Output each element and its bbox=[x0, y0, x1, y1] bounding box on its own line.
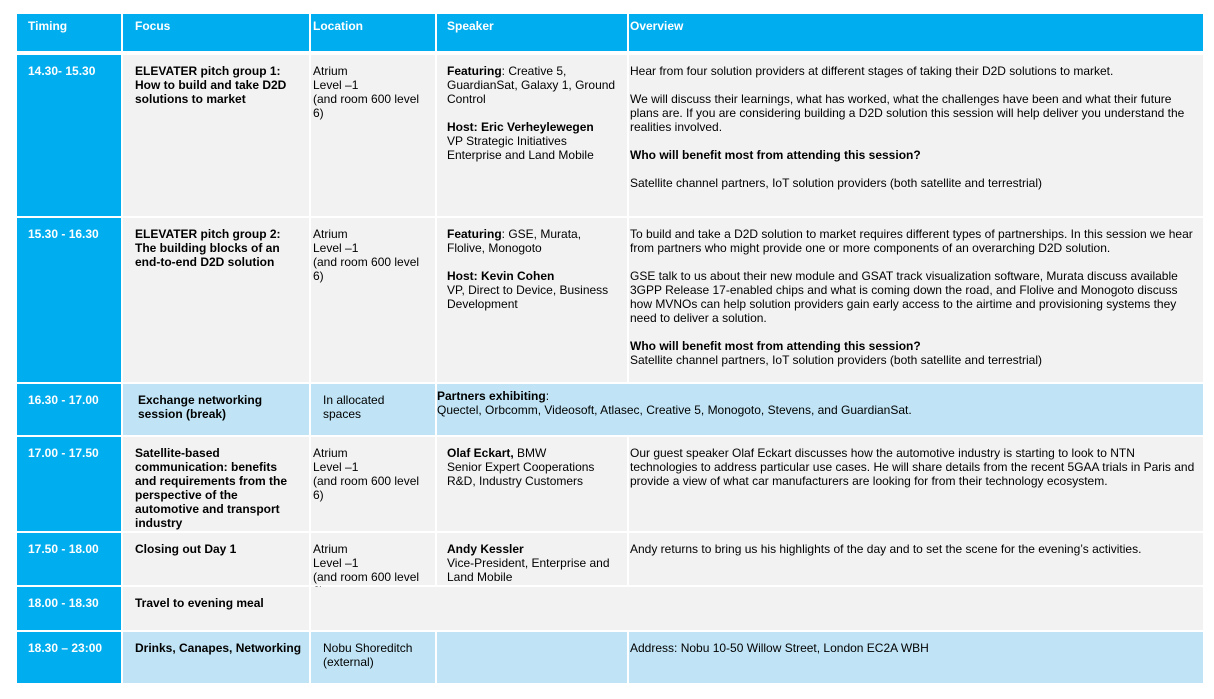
location-cell: In allocated spaces bbox=[309, 384, 435, 435]
timing-cell: 17.00 - 17.50 bbox=[17, 437, 121, 531]
table-row bbox=[17, 533, 1203, 587]
focus-cell: ELEVATER pitch group 2: The building blocks of an end-to-end D2D solution bbox=[121, 218, 309, 382]
focus-cell: Travel to evening meal bbox=[121, 587, 309, 630]
location-cell: Atrium Level –1 (and room 600 level bbox=[309, 533, 435, 585]
speaker-cell: Andy Kessler Vice-President, Enterprise and Land Mobile bbox=[435, 533, 627, 585]
overview-cell: Andy returns to bring us his highlights of the day and to set the scene for the evening’s activities. bbox=[627, 533, 1203, 585]
timing-cell: 15.30 - 16.30 bbox=[17, 218, 121, 382]
host-name: Host: Kevin Cohen bbox=[447, 269, 555, 283]
header-focus: Focus bbox=[121, 14, 309, 51]
table-row bbox=[17, 384, 1203, 437]
header-timing: Timing bbox=[17, 14, 121, 51]
table-row bbox=[17, 55, 1203, 218]
speaker-cell: Featuring: Creative 5, GuardianSat, Galaxy 1, Ground Control Host: Eric Verheylewegen VP Strategic Initiatives Enterprise and Land Mobile bbox=[435, 55, 627, 216]
table-header-row bbox=[17, 14, 1203, 53]
header-overview: Overview bbox=[627, 14, 1203, 51]
timing-cell: 18.00 - 18.30 bbox=[17, 587, 121, 630]
timing-cell: 18.30 – 23:00 bbox=[17, 632, 121, 683]
focus-cell: Satellite-based communication: benefits and requirements from the perspective of the automotive and transport industry bbox=[121, 437, 309, 531]
focus-cell: ELEVATER pitch group 1: How to build and take D2D solutions to market bbox=[121, 55, 309, 216]
table-row bbox=[17, 218, 1203, 384]
speaker-cell: Featuring: GSE, Murata, Flolive, Monogoto Host: Kevin Cohen VP, Direct to Device, Business Development bbox=[435, 218, 627, 382]
partners-cell: Partners exhibiting: Quectel, Orbcomm, Videosoft, Atlasec, Creative 5, Monogoto, Stevens, and GuardianSat. bbox=[435, 384, 1203, 435]
overview-cell: Our guest speaker Olaf Eckart discusses how the automotive industry is starting to look to NTN technologies to address particular use cases. He will share details from the recent 5GAA trials in Paris and provide a view of what car manufacturers are looking for from their technology ecosystem. bbox=[627, 437, 1203, 531]
focus-cell: Closing out Day 1 bbox=[121, 533, 309, 585]
speaker-cell bbox=[435, 632, 627, 683]
speaker-cell: Olaf Eckart, BMW Senior Expert Cooperations R&D, Industry Customers bbox=[435, 437, 627, 531]
overview-cell: Hear from four solution providers at different stages of taking their D2D solutions to market. We will discuss their learnings, what has worked, what the challenges have been and what their future plans are. If you are considering building a D2D solution this session will help deliver you understand the realities involved. Who will benefit most from attending this session? Satellite channel partners, IoT solution providers (both satellite and terrestrial) bbox=[627, 55, 1203, 216]
agenda-table bbox=[17, 14, 1203, 685]
location-cell: Nobu Shoreditch (external) bbox=[309, 632, 435, 683]
table-row bbox=[17, 587, 1203, 632]
location-cell: Atrium Level –1 (and room 600 level 6) bbox=[309, 437, 435, 531]
location-cell: Atrium Level –1 (and room 600 level 6) bbox=[309, 55, 435, 216]
table-row bbox=[17, 632, 1203, 685]
location-cell: Atrium Level –1 (and room 600 level 6) bbox=[309, 218, 435, 382]
overview-cell: Address: Nobu 10-50 Willow Street, London EC2A WBH bbox=[627, 632, 1203, 683]
empty-cell bbox=[309, 587, 1203, 630]
overview-cell: To build and take a D2D solution to market requires different types of partnerships. In this session we hear from partners who might provide one or more components of an overarching D2D solution. GSE talk to us about their new module and GSAT track visualization software, Murata discuss available 3GPP Release 17-enabled chips and what is coming down the road, and Flolive and Monogoto discuss how MVNOs can help solution providers gain early access to the airtime and provisioning systems they need to deliver a solution. Who will benefit most from attending this session? Satellite channel partners, IoT solution providers (both satellite and terrestrial) bbox=[627, 218, 1203, 382]
focus-cell: Drinks, Canapes, Networking bbox=[121, 632, 309, 683]
timing-cell: 14.30- 15.30 bbox=[17, 55, 121, 216]
host-name: Host: Eric Verheylewegen bbox=[447, 120, 594, 134]
focus-cell: Exchange networking session (break) bbox=[121, 384, 309, 435]
table-row bbox=[17, 437, 1203, 533]
header-speaker: Speaker bbox=[435, 14, 627, 51]
timing-cell: 17.50 - 18.00 bbox=[17, 533, 121, 585]
header-location: Location bbox=[309, 14, 435, 51]
timing-cell: 16.30 - 17.00 bbox=[17, 384, 121, 435]
